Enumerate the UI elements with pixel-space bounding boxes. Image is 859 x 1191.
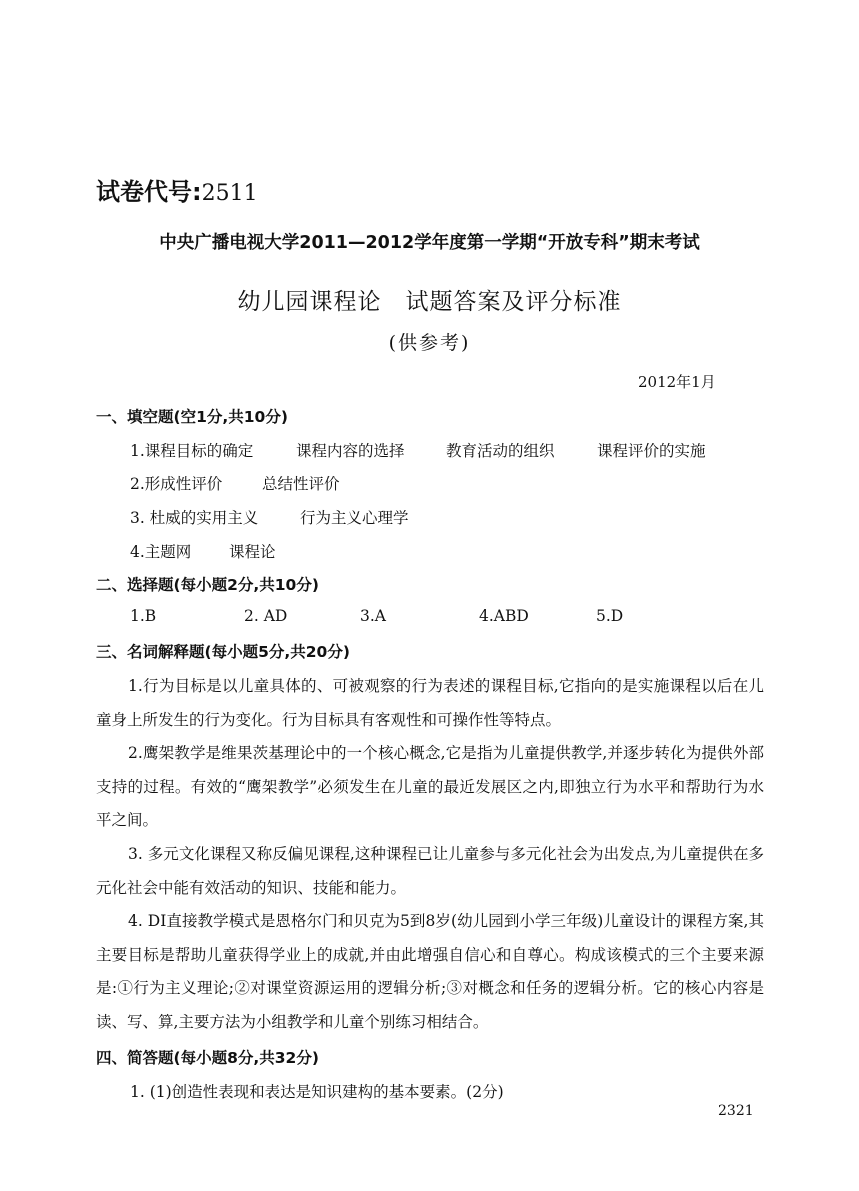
fill-answer: 总结性评价 bbox=[262, 475, 340, 493]
section3-heading: 三、名词解释题(每小题5分,共20分) bbox=[96, 643, 350, 661]
subject-title: 幼儿园课程论 试题答案及评分标准 bbox=[237, 289, 622, 315]
fill-answer: 教育活动的组织 bbox=[446, 442, 555, 460]
fill-answer: 课程论 bbox=[229, 543, 276, 561]
fill-answer: 3. 杜威的实用主义 bbox=[130, 509, 259, 527]
exam-title: 中央广播电视大学2011—2012学年度第一学期“开放专科”期末考试 bbox=[159, 233, 700, 253]
term-definition-text: 4. DI直接教学模式是恩格尔门和贝克为5到8岁(幼儿园到小学三年级)儿童设计的课程方案,其主要目标是帮助儿童获得学业上的成就,并由此增强自信心和自尊心。构成该模式的三个主要来源是:①行为主义理论;②对课堂资源运用的逻辑分析;③对概念和任务的逻辑分析。它的核心内容是读、写、算,主要方法为小组教学和儿童个别练习相结合。 bbox=[96, 912, 764, 1031]
page-number: 2321 bbox=[718, 1103, 754, 1119]
choice-answer: 2. AD bbox=[244, 607, 288, 625]
fill-answer: 课程内容的选择 bbox=[296, 442, 405, 460]
fill-answer: 课程评价的实施 bbox=[597, 442, 706, 460]
choice-answer: 4.ABD bbox=[479, 607, 529, 625]
section1-heading: 一、填空题(空1分,共10分) bbox=[96, 408, 288, 426]
term-definition bbox=[96, 670, 764, 737]
fill-answer: 4.主题网 bbox=[130, 543, 192, 561]
exam-date: 2012年1月 bbox=[638, 373, 716, 391]
paper-code-value: 2511 bbox=[201, 181, 258, 206]
choice-answer: 3.A bbox=[360, 607, 386, 625]
term-definition bbox=[96, 737, 764, 838]
term-definition-text: 1.行为目标是以儿童具体的、可被观察的行为表述的课程目标,它指向的是实施课程以后在儿童身上所发生的行为变化。行为目标具有客观性和可操作性等特点。 bbox=[96, 677, 764, 729]
fill-answer: 2.形成性评价 bbox=[130, 475, 223, 493]
section2-heading: 二、选择题(每小题2分,共10分) bbox=[96, 576, 319, 594]
section4-heading: 四、简答题(每小题8分,共32分) bbox=[96, 1049, 319, 1067]
fill-answer: 1.课程目标的确定 bbox=[130, 442, 254, 460]
term-definition bbox=[96, 838, 764, 905]
choice-answer: 5.D bbox=[596, 607, 624, 625]
term-definition-text: 3. 多元文化课程又称反偏见课程,这种课程已让儿童参与多元化社会为出发点,为儿童提供在多元化社会中能有效活动的知识、技能和能力。 bbox=[96, 845, 764, 897]
fill-answer: 行为主义心理学 bbox=[300, 509, 409, 527]
paper-code-label: 试卷代号: bbox=[96, 178, 202, 206]
term-definition-text: 2.鹰架教学是维果茨基理论中的一个核心概念,它是指为儿童提供教学,并逐步转化为提供外部支持的过程。有效的“鹰架教学”必须发生在儿童的最近发展区之内,即独立行为水平和帮助行为水平之间。 bbox=[96, 744, 764, 829]
paper-code bbox=[96, 172, 258, 207]
reference-note: (供参考) bbox=[388, 332, 471, 354]
term-definition bbox=[96, 905, 764, 1039]
choice-answer: 1.B bbox=[130, 607, 157, 625]
short-answer-line: 1. (1)创造性表现和表达是知识建构的基本要素。(2分) bbox=[130, 1083, 504, 1101]
